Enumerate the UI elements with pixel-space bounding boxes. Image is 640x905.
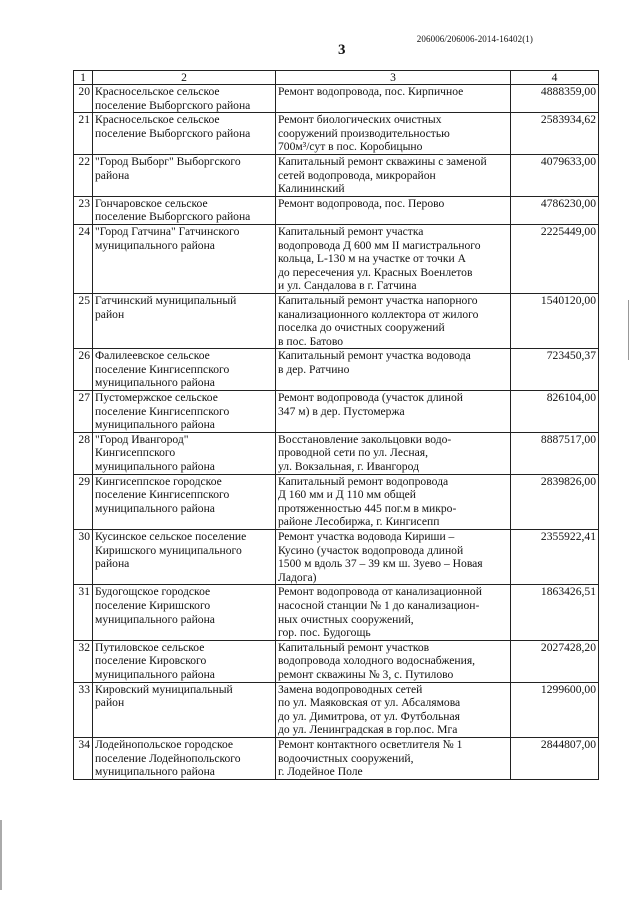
municipality-cell: Пустомержское сельское поселение Кингисеппского муниципального района — [93, 391, 276, 433]
table-row — [74, 154, 599, 196]
municipality-cell: Будогощское городское поселение Киришского муниципального района — [93, 585, 276, 640]
table-row — [74, 349, 599, 391]
table-row — [74, 530, 599, 585]
row-number: 24 — [74, 224, 93, 293]
municipality-cell: Гончаровское сельское поселение Выборгского района — [93, 196, 276, 224]
amount-cell: 4786230,00 — [511, 196, 599, 224]
amount-cell: 4079633,00 — [511, 154, 599, 196]
table-row — [74, 432, 599, 474]
amount-cell: 2839826,00 — [511, 474, 599, 529]
row-number: 20 — [74, 85, 93, 113]
row-number: 22 — [74, 154, 93, 196]
table-body — [74, 71, 599, 780]
work-description-cell: Ремонт водопровода, пос. Перово — [276, 196, 511, 224]
row-number: 30 — [74, 530, 93, 585]
table-row — [74, 293, 599, 348]
municipality-cell: "Город Выборг" Выборгского района — [93, 154, 276, 196]
table-row — [74, 585, 599, 640]
municipality-cell: Гатчинский муниципальный район — [93, 293, 276, 348]
row-number: 25 — [74, 293, 93, 348]
work-description-cell: Ремонт контактного осветлителя № 1 водоочистных сооружений, г. Лодейное Поле — [276, 737, 511, 779]
table-row — [74, 113, 599, 155]
row-number: 21 — [74, 113, 93, 155]
row-number: 23 — [74, 196, 93, 224]
amount-cell: 2225449,00 — [511, 224, 599, 293]
amount-cell: 2027428,20 — [511, 640, 599, 682]
work-description-cell: Ремонт водопровода, пос. Кирпичное — [276, 85, 511, 113]
amount-cell: 8887517,00 — [511, 432, 599, 474]
work-description-cell: Восстановление закольцовки водо- проводной сети по ул. Лесная, ул. Вокзальная, г. Ивангород — [276, 432, 511, 474]
table-row — [74, 737, 599, 779]
row-number: 33 — [74, 682, 93, 737]
header-cell-col1: 1 — [74, 71, 93, 85]
work-description-cell: Замена водопроводных сетей по ул. Маяковская от ул. Абсалямова до ул. Димитрова, от ул. Футбольная до ул. Ленинградская в гор.пос. Мга — [276, 682, 511, 737]
table-header-row — [74, 71, 599, 85]
work-description-cell: Капитальный ремонт участка водовода в дер. Ратчино — [276, 349, 511, 391]
municipality-cell: Кировский муниципальный район — [93, 682, 276, 737]
row-number: 28 — [74, 432, 93, 474]
row-number: 29 — [74, 474, 93, 529]
funding-table — [73, 70, 599, 780]
work-description-cell: Капитальный ремонт скважины с заменой сетей водопровода, микрорайон Калининский — [276, 154, 511, 196]
municipality-cell: "Город Ивангород" Кингисеппского муниципального района — [93, 432, 276, 474]
amount-cell: 2583934,62 — [511, 113, 599, 155]
amount-cell: 1299600,00 — [511, 682, 599, 737]
work-description-cell: Капитальный ремонт участков водопровода холодного водоснабжения, ремонт скважины № 3, с. Путилово — [276, 640, 511, 682]
document-id: 206006/206006-2014-16402(1) — [416, 34, 533, 44]
municipality-cell: Кусинское сельское поселение Киришского муниципального района — [93, 530, 276, 585]
header-cell-col4: 4 — [511, 71, 599, 85]
scan-edge-mark — [0, 820, 2, 890]
amount-cell: 2355922,41 — [511, 530, 599, 585]
municipality-cell: Фалилеевское сельское поселение Кингисеппского муниципального района — [93, 349, 276, 391]
scan-edge-mark — [628, 300, 629, 360]
work-description-cell: Ремонт водопровода (участок длиной 347 м) в дер. Пустомержа — [276, 391, 511, 433]
page-number: 3 — [338, 42, 346, 58]
table-row — [74, 640, 599, 682]
row-number: 34 — [74, 737, 93, 779]
table-row — [74, 474, 599, 529]
work-description-cell: Капитальный ремонт участка напорного канализационного коллектора от жилого поселка до очистных сооружений в пос. Батово — [276, 293, 511, 348]
amount-cell: 826104,00 — [511, 391, 599, 433]
table-row — [74, 391, 599, 433]
amount-cell: 1540120,00 — [511, 293, 599, 348]
municipality-cell: Красносельское сельское поселение Выборгского района — [93, 85, 276, 113]
municipality-cell: Красносельское сельское поселение Выборгского района — [93, 113, 276, 155]
work-description-cell: Ремонт участка водовода Кириши – Кусино (участок водопровода длиной 1500 м вдоль 37 – 39 км ш. Зуево – Новая Ладога) — [276, 530, 511, 585]
work-description-cell: Ремонт водопровода от канализационной насосной станции № 1 до канализацион- ных очистных сооружений, гор. пос. Будогощь — [276, 585, 511, 640]
municipality-cell: "Город Гатчина" Гатчинского муниципального района — [93, 224, 276, 293]
work-description-cell: Ремонт биологических очистных сооружений производительностью 700м³/сут в пос. Коробицыно — [276, 113, 511, 155]
work-description-cell: Капитальный ремонт водопровода Д 160 мм и Д 110 мм общей протяженностью 445 пог.м в микро- районе Лесобиржа, г. Кингисепп — [276, 474, 511, 529]
table-row — [74, 224, 599, 293]
amount-cell: 1863426,51 — [511, 585, 599, 640]
row-number: 26 — [74, 349, 93, 391]
amount-cell: 4888359,00 — [511, 85, 599, 113]
row-number: 31 — [74, 585, 93, 640]
amount-cell: 723450,37 — [511, 349, 599, 391]
municipality-cell: Путиловское сельское поселение Кировского муниципального района — [93, 640, 276, 682]
table-row — [74, 85, 599, 113]
table-row — [74, 682, 599, 737]
municipality-cell: Кингисеппское городское поселение Кингисеппского муниципального района — [93, 474, 276, 529]
row-number: 32 — [74, 640, 93, 682]
municipality-cell: Лодейнопольское городское поселение Лодейнопольского муниципального района — [93, 737, 276, 779]
work-description-cell: Капитальный ремонт участка водопровода Д 600 мм II магистрального кольца, L-130 м на участке от точки А до пересечения ул. Красных Военлетов и ул. Сандалова в г. Гатчина — [276, 224, 511, 293]
table-row — [74, 196, 599, 224]
amount-cell: 2844807,00 — [511, 737, 599, 779]
row-number: 27 — [74, 391, 93, 433]
header-cell-col3: 3 — [276, 71, 511, 85]
header-cell-col2: 2 — [93, 71, 276, 85]
